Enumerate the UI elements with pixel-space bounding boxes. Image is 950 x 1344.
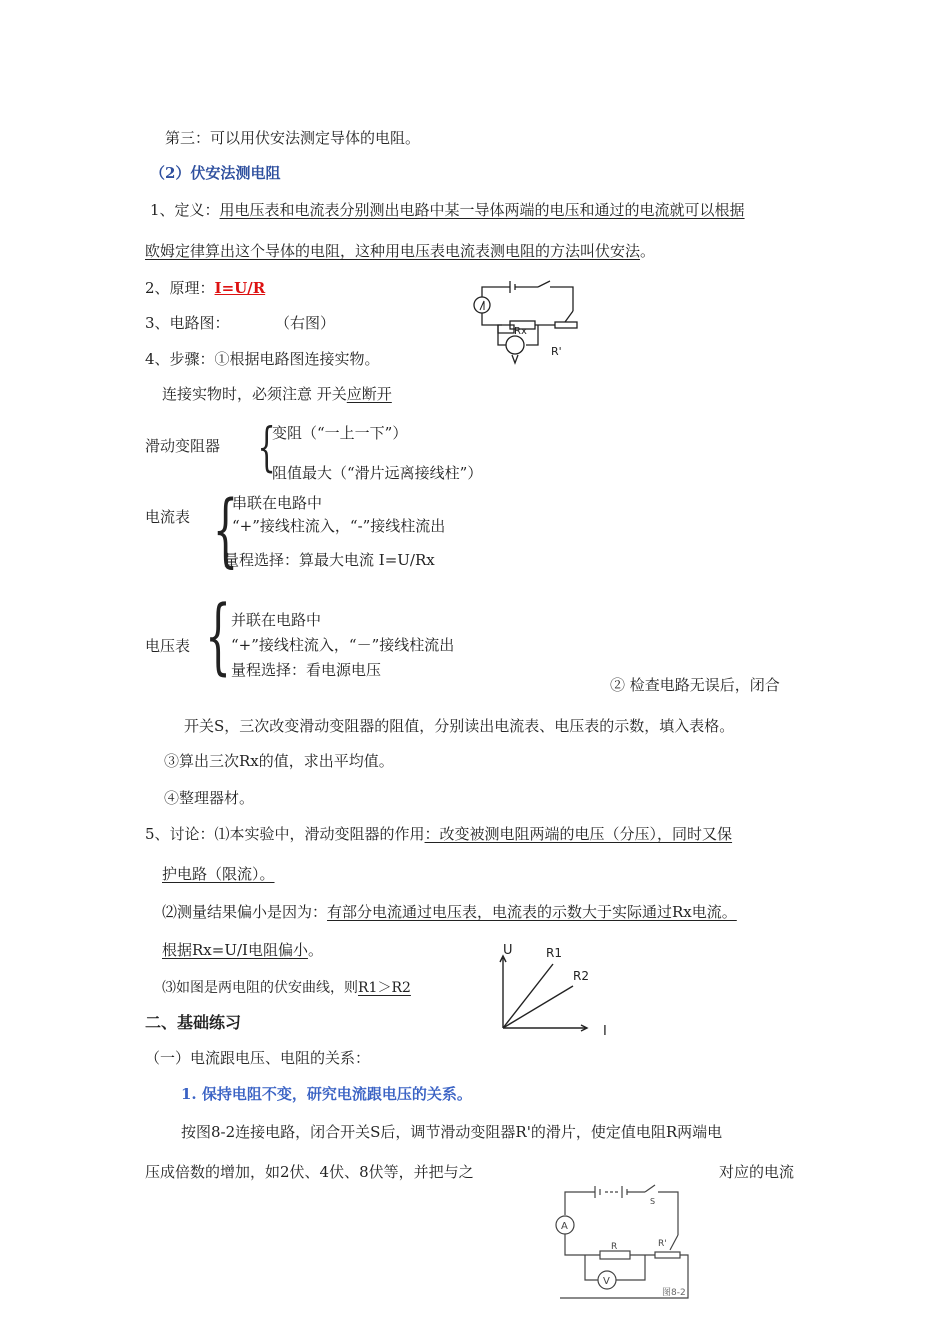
definition-text-b: 欧姆定律算出这个导体的电阻，这种用电压表电流表测电阻的方法叫伏安法 xyxy=(145,242,641,260)
discussion-2-prefix: ⑵测量结果偏小是因为： xyxy=(162,903,328,921)
r1-line xyxy=(503,964,553,1028)
step3-line: ③算出三次Rx的值，求出平均值。 xyxy=(164,752,394,770)
ammeter-symbol: A xyxy=(561,1221,568,1232)
discussion-2-text-b: 根据Rx=U/I电阻偏小 xyxy=(162,941,308,959)
discussion-1-line-b xyxy=(162,864,275,884)
principle-line xyxy=(145,278,265,298)
rx-label: Rx xyxy=(514,326,527,337)
steps-line: 4、步骤：①根据电路图连接实物。 xyxy=(145,350,380,368)
discussion-2-text: 有部分电流通过电压表，电流表的示数大于实际通过Rx电流。 xyxy=(327,903,737,921)
discussion-3-text: ⑶如图是两电阻的伏安曲线，则 xyxy=(162,980,358,996)
rheostat-rp-label: R' xyxy=(658,1239,667,1249)
discussion-2-end: 。 xyxy=(307,941,323,959)
voltmeter-rule-2: “+”接线柱流入，“－”接线柱流出 xyxy=(231,636,455,654)
section-basic-practice: 二、基础练习 xyxy=(145,1013,242,1032)
heading-voltammetry: （2）伏安法测电阻 xyxy=(150,164,281,182)
circuit-diagram-1 xyxy=(470,275,590,370)
definition-end: 。 xyxy=(640,242,656,260)
principle-formula: I=U/R xyxy=(214,279,266,297)
paragraph-line-a: 按图8-2连接电路，闭合开关S后，调节滑动变阻器R'的滑片，使定值电阻R两端电 xyxy=(181,1123,723,1141)
connect-switch-open: 应断开 xyxy=(346,385,392,403)
rheostat-label: 滑动变阻器 xyxy=(145,437,221,455)
voltmeter-brace: { xyxy=(205,589,232,684)
discussion-3-answer: R1＞R2 xyxy=(358,980,411,996)
step2-line-a: ② 检查电路无误后，闭合 xyxy=(610,676,780,694)
paragraph-line-c: 对应的电流 xyxy=(719,1163,795,1181)
ammeter-brace: { xyxy=(212,483,239,576)
discussion-2-line-a xyxy=(162,902,737,922)
r2-label: R2 xyxy=(573,969,589,983)
paragraph-line-b: 压成倍数的增加，如2伏、4伏、8伏等，并把与之 xyxy=(145,1163,474,1181)
discussion-1-line-a xyxy=(145,824,732,844)
circuit-label: 3、电路图： xyxy=(145,314,230,332)
definition-text-a: 用电压表和电流表分别测出电路中某一导体两端的电压和通过的电流就可以根据 xyxy=(219,201,745,219)
discussion-3-line xyxy=(162,978,411,998)
rheostat-rule-2: 阻值最大（“滑片远离接线柱”） xyxy=(272,464,483,482)
r1-label: R1 xyxy=(546,946,562,960)
voltmeter-rule-1: 并联在电路中 xyxy=(231,611,322,629)
definition-line-1 xyxy=(150,200,745,220)
ammeter-rule-2: “+”接线柱流入，“-”接线柱流出 xyxy=(232,517,446,535)
voltmeter-label: 电压表 xyxy=(145,637,191,655)
discussion-1-text-a: ：改变被测电阻两端的电压（分压），同时又保 xyxy=(424,825,733,843)
ammeter-rule-3: 量程选择：算最大电流 I=U/Rx xyxy=(224,551,435,569)
axis-u: U xyxy=(503,943,513,958)
rheostat-brace: { xyxy=(257,418,276,478)
resistor-r-label: R xyxy=(611,1242,618,1252)
definition-line-2 xyxy=(145,241,655,261)
line-third-use: 第三：可以用伏安法测定导体的电阻。 xyxy=(165,129,421,147)
figure-caption: 图8-2 xyxy=(662,1288,686,1298)
voltmeter-symbol: V xyxy=(603,1276,610,1287)
voltmeter-rule-3: 量程选择：看电源电压 xyxy=(231,661,382,679)
ammeter-label: 电流表 xyxy=(145,508,191,526)
r2-line xyxy=(503,986,573,1028)
discussion-1-text-b: 护电路（限流）。 xyxy=(162,865,275,883)
circuit-diagram-8-2 xyxy=(550,1180,710,1305)
discussion-2-line-b xyxy=(162,940,323,960)
step2-line-b: 开关S，三次改变滑动变阻器的阻值，分别读出电流表、电压表的示数，填入表格。 xyxy=(184,717,735,735)
subsection-1-title: 1. 保持电阻不变，研究电流跟电压的关系。 xyxy=(181,1085,472,1103)
ammeter-rule-1: 串联在电路中 xyxy=(232,494,323,512)
rheostat-rule-1: 变阻（“一上一下”） xyxy=(272,424,408,442)
definition-prefix: 1、定义： xyxy=(150,201,220,219)
switch-s-label: S xyxy=(650,1197,656,1206)
subsection-relation: （一）电流跟电压、电阻的关系： xyxy=(145,1049,371,1067)
connect-line xyxy=(162,384,392,404)
axis-i: I xyxy=(603,1024,607,1039)
circuit-note: （右图） xyxy=(275,314,336,332)
connect-text: 连接实物时，必须注意 开关 xyxy=(162,385,347,403)
rprime-label: R' xyxy=(551,345,562,358)
step4-line: ④整理器材。 xyxy=(164,789,255,807)
principle-prefix: 2、原理： xyxy=(145,279,215,297)
ui-graph xyxy=(495,942,615,1037)
discussion-1-prefix: 5、讨论：⑴本实验中，滑动变阻器的作用 xyxy=(145,825,425,843)
